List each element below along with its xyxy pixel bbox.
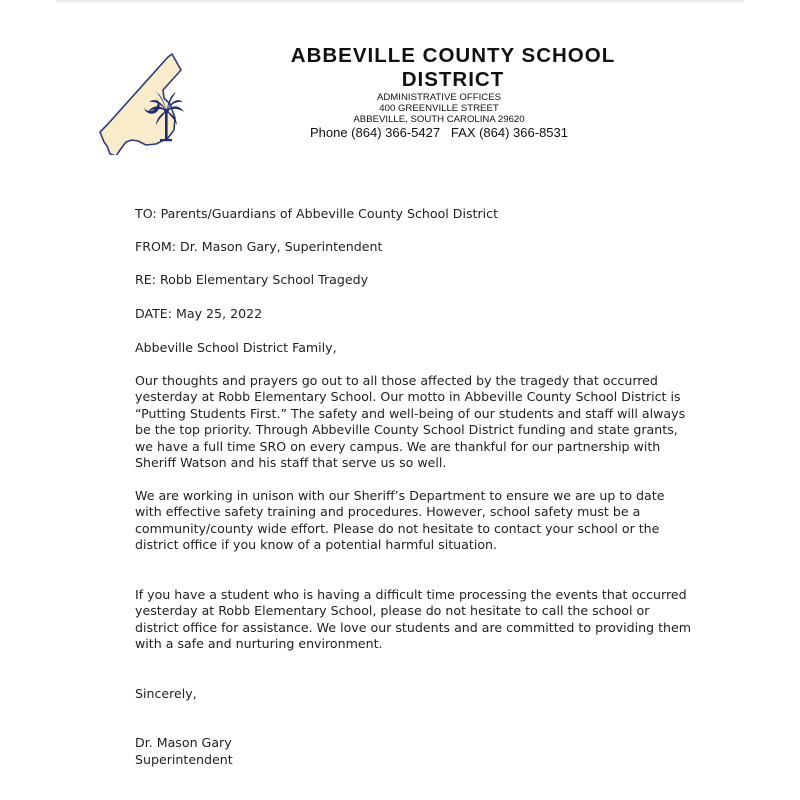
signature-name: Dr. Mason Gary (135, 735, 232, 751)
paragraph-1: Our thoughts and prayers go out to all those affected by the tragedy that occurred yesterday at Robb Elementary School. Our motto in Abbeville County School District is “Putting Students First.” The safety and well-being of our students and staff will always be the top priority. Through Abbeville County School District funding and state grants, we have a full time SRO on every campus. We are thankful for our partnership with Sheriff Watson and his staff that serve us so well. (135, 372, 686, 471)
memo-date: DATE: May 25, 2022 (135, 305, 263, 321)
signature-title: Superintendent (135, 751, 233, 767)
salutation: Abbeville School District Family, (135, 340, 337, 356)
paragraph-2: We are working in unison with our Sheriff’s Department to ensure we are up to date with effective safety training and procedures. However, school safety must be a community/county wide effort. Please do not hesitate to contact your school or the district office if you know of a potential harmful situation. (135, 487, 665, 553)
closing: Sincerely, (135, 685, 197, 701)
city-state-zip: ABBEVILLE, SOUTH CAROLINA 29620 (353, 114, 525, 125)
letterhead (240, 44, 660, 141)
street-address: 400 GREENVILLE STREET (379, 103, 499, 114)
memo-to: TO: Parents/Guardians of Abbeville County School District (135, 206, 499, 221)
page-edge-shadow (56, 0, 744, 4)
letter-body (135, 206, 695, 768)
district-name: ABBEVILLE COUNTY SCHOOL DISTRICT (290, 44, 616, 91)
office-label: ADMINISTRATIVE OFFICES (376, 92, 501, 103)
memo-re: RE: Robb Elementary School Tragedy (135, 272, 369, 288)
phone-fax: Phone (864) 366-5427 FAX (864) 366-8531 (309, 125, 568, 140)
memo-from: FROM: Dr. Mason Gary, Superintendent (135, 239, 383, 255)
county-map-palmetto-crescent-icon (86, 30, 211, 155)
paragraph-3: If you have a student who is having a difficult time processing the events that occurred yesterday at Robb Elementary School, please do not hesitate to call the school or district office for assistance. We love our students and are committed to providing them with a safe and nurturing environment. (135, 586, 692, 652)
